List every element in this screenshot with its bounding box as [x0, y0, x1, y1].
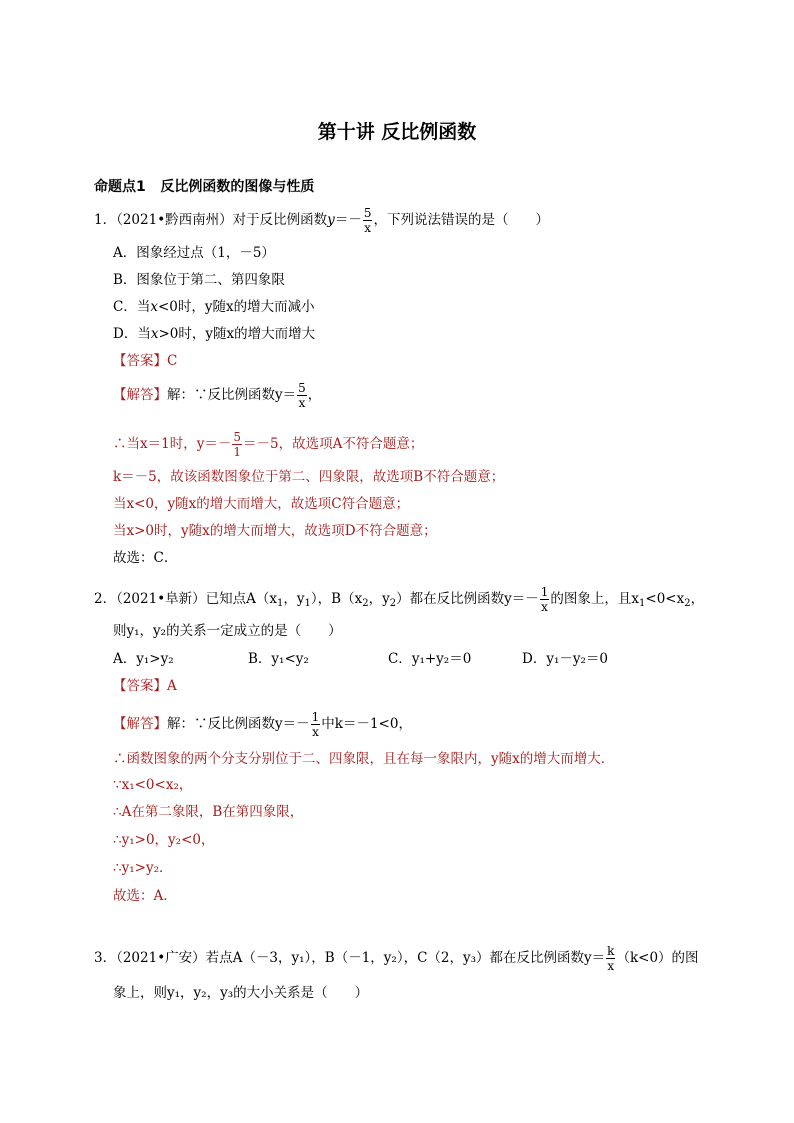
- q1-stem-b: ，下列说法错误的是（ ）: [373, 212, 549, 228]
- q1-answer-value: C: [167, 353, 178, 369]
- q1-sol-1a: 解：∵反比例函数y＝: [167, 387, 297, 403]
- q1-solution-line-3: k＝－5，故该函数图象位于第二、四象限，故选项B不符合题意；: [113, 469, 505, 485]
- q1-opt-c-x: x: [150, 299, 158, 315]
- q1-opt-c-pre: C．当: [113, 299, 151, 315]
- q1-option-c: [113, 298, 315, 316]
- q2-answer: [113, 677, 177, 695]
- q1-solution-line-1: [113, 381, 321, 410]
- q2-stem-b2: ，y: [368, 591, 390, 607]
- q2-stem-e: 的图象上，且x: [550, 591, 640, 607]
- q2-stem: [94, 585, 704, 614]
- q1-opt-d-x: x: [150, 326, 159, 342]
- q1-eq: ＝: [334, 212, 349, 228]
- page-title: 第十讲 反比例函数: [317, 121, 477, 143]
- q2-sub-1b: 1: [304, 598, 311, 609]
- q2-sol-1b: 中k＝－1<0，: [321, 716, 412, 732]
- q1-frac-num: 5: [363, 206, 372, 220]
- q2-sub-2: 2: [362, 598, 369, 609]
- q1-opt-c-post: <0时，y随x的增大而减小: [157, 299, 315, 315]
- q2-solution-line-1: [113, 710, 412, 739]
- q2-solution-line-7: 故选：A．: [113, 888, 177, 904]
- q1-option-b: B．图象位于第二、第四象限: [113, 272, 285, 288]
- q3-frac-num: k: [607, 944, 615, 958]
- q1-func-y: y: [327, 212, 335, 228]
- q2-sol-frac-num: 1: [311, 710, 320, 724]
- q2-answer-label: 【答案】: [113, 678, 167, 694]
- q2-solution-label: 【解答】: [113, 716, 167, 732]
- q1-sol-frac-num: 5: [298, 381, 306, 395]
- q1-answer: [113, 352, 177, 370]
- q1-minus: －: [348, 212, 362, 228]
- q2-stem-d: ）都在反比例函数y＝－: [396, 591, 539, 607]
- q1-sol-2-den: 1: [233, 445, 241, 459]
- q1-solution-line-5: 当x>0时，y随x的增大而增大，故选项D不符合题意；: [113, 523, 437, 539]
- q1-opt-d-pre: D．当: [113, 326, 151, 342]
- q1-answer-label: 【答案】: [113, 353, 167, 369]
- section-text: 反比例函数的图像与性质: [160, 179, 315, 195]
- q2-stem-line-2: 则y₁，y₂的关系一定成立的是（ ）: [113, 623, 342, 639]
- q2-stem-f: <0<x: [645, 591, 685, 607]
- q2-answer-value: A: [167, 678, 177, 694]
- q1-sol-2a: ∴当x＝1时，y＝－: [113, 436, 232, 452]
- q1-fraction: [363, 206, 373, 235]
- q2-solution-line-5: ∴y₁>0，y₂<0，: [113, 832, 215, 848]
- q1-option-a: A．图象经过点（1，－5）: [113, 245, 275, 261]
- q3-stem: [94, 944, 699, 973]
- q3-fraction: [606, 944, 615, 973]
- q2-solution-line-4: ∴A在第二象限，B在第四象限，: [113, 804, 304, 820]
- q1-opt-d-post: >0时，y随x的增大而增大: [158, 326, 316, 342]
- q2-sol-1a: 解：∵反比例函数y＝－: [167, 716, 310, 732]
- q2-solution-line-3: ∵x₁<0<x₂，: [113, 777, 193, 793]
- q2-sub-1: 1: [277, 598, 284, 609]
- q2-option-a: A．y₁>y₂: [113, 651, 174, 667]
- q2-option-d: D．y₁－y₂＝0: [522, 651, 608, 667]
- q2-stem-c: ），B（x: [310, 591, 363, 607]
- q1-option-d: [113, 325, 315, 343]
- q2-sol-fraction: [311, 710, 321, 739]
- q3-frac-den: x: [607, 959, 615, 973]
- q2-frac-den: x: [541, 600, 548, 614]
- q1-sol-2-fraction: [232, 430, 242, 459]
- q2-option-b: B．y₁<y₂: [248, 651, 309, 667]
- q2-stem-b: ，y: [283, 591, 305, 607]
- q1-solution-line-6: 故选：C．: [113, 550, 178, 566]
- q3-stem-line-2: 象上，则y₁，y₂，y₃的大小关系是（ ）: [113, 985, 369, 1001]
- q2-frac-num: 1: [540, 585, 549, 599]
- q1-stem: [94, 206, 549, 235]
- q2-sub-2b: 2: [389, 598, 397, 609]
- section-heading: [94, 178, 314, 196]
- q1-sol-frac-den: x: [298, 396, 306, 410]
- q1-solution-line-4: 当x<0，y随x的增大而增大，故选项C符合题意；: [113, 496, 410, 512]
- q2-solution-line-2: ∴函数图象的两个分支分别位于二、四象限，且在每一象限内，y随x的增大而增大．: [113, 751, 615, 767]
- q2-option-c: C．y₁+y₂＝0: [388, 651, 472, 667]
- q1-sol-2-num: 5: [233, 430, 241, 444]
- section-label: 命题点1: [94, 179, 146, 195]
- q1-sol-1b: ，: [307, 387, 322, 403]
- q2-sub-1c: 1: [639, 598, 646, 609]
- q2-sub-2c: 2: [684, 598, 691, 609]
- q2-solution-line-6: ∴y₁>y₂．: [113, 860, 173, 876]
- q2-stem-g: ，: [690, 591, 705, 607]
- q2-stem-a: 2．（2021•阜新）已知点A（x: [94, 591, 278, 607]
- q3-stem-a: 3．（2021•广安）若点A（－3，y₁），B（－1，y₂），C（2，y₃）都在反比例函数y＝: [94, 950, 606, 966]
- q2-fraction: [540, 585, 550, 614]
- q1-frac-den: x: [364, 221, 372, 235]
- q1-solution-label: 【解答】: [113, 387, 167, 403]
- q2-sol-frac-den: x: [312, 725, 319, 739]
- q1-sol-2b: ＝－5，故选项A不符合题意；: [242, 436, 424, 452]
- q1-sol-fraction: [297, 381, 307, 410]
- q1-solution-line-2: [113, 430, 423, 459]
- q1-stem-a: 1．（2021•黔西南州）对于反比例函数: [94, 212, 328, 228]
- q3-stem-b: （k<0）的图: [616, 950, 699, 966]
